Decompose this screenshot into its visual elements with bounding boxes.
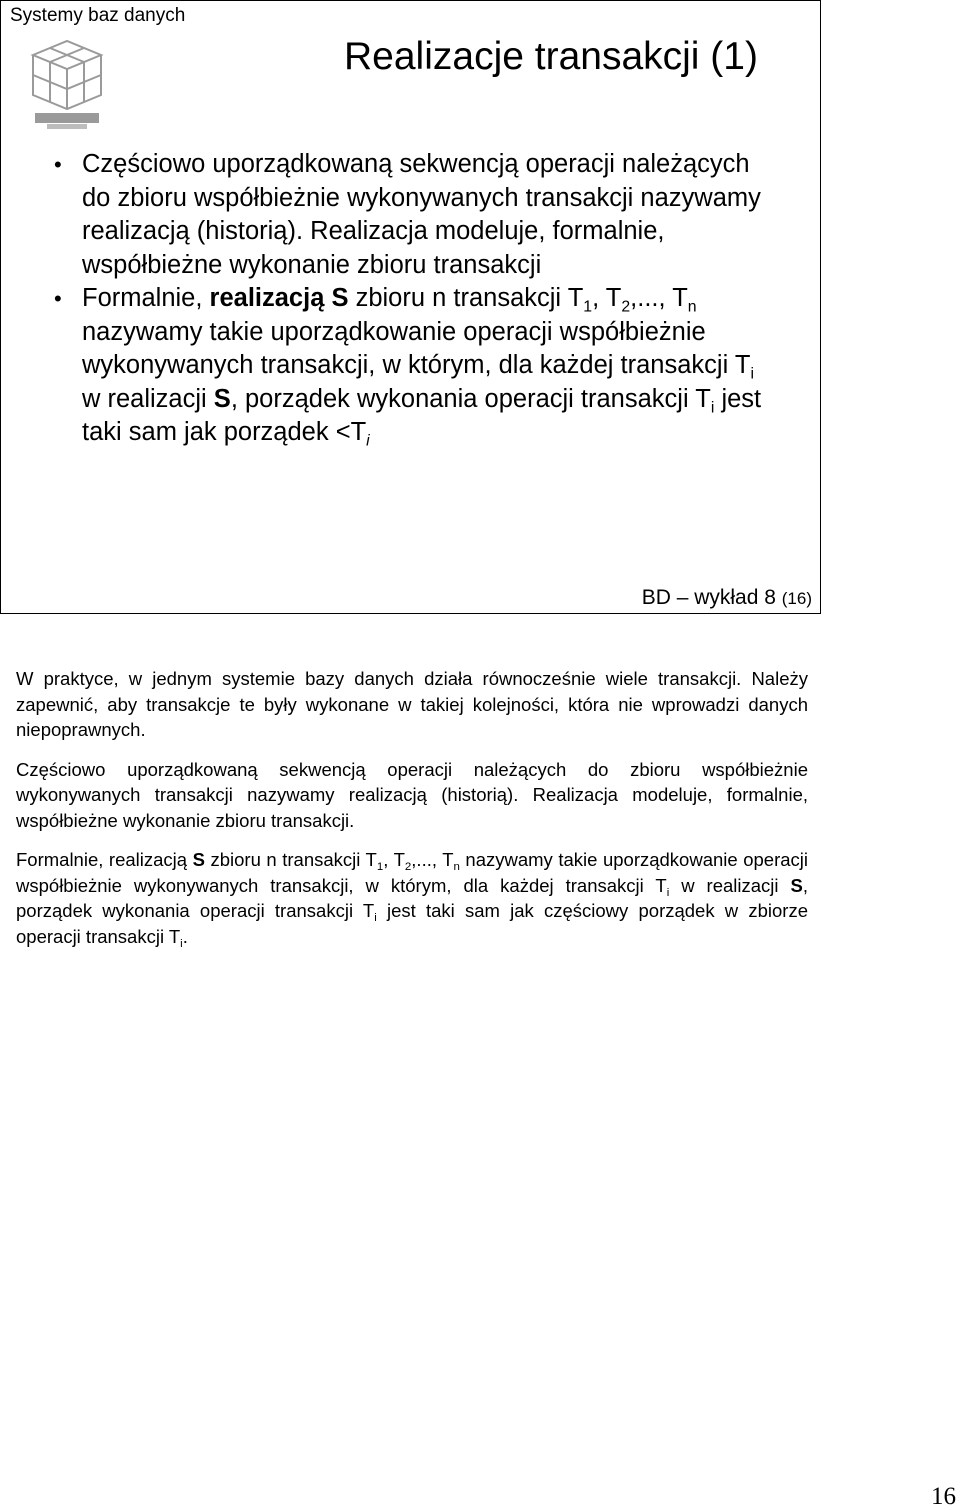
bullet-item: • Częściowo uporządkowaną sekwencją operacji należących do zbioru współbieżnie wykonywanych transakcji nazywamy realizacją (historią). Realizacja modeluje, formalnie, współbieżne wykonanie zbioru transakcji	[54, 148, 774, 282]
bullet-item: • Formalnie, realizacją S zbioru n transakcji $T_1$, $T_2$,..., $T_n$ nazywamy takie uporządkowanie operacji współbieżnie wykonywanych transakcji, w którym, dla każdej transakcji $T_i$ w realizacji S, porządek wykonania operacji transakcji $T_i$ jest taki sam jak porządek $<T_i$	[54, 282, 774, 450]
notes-paragraph: Częściowo uporządkowaną sekwencją operacji należących do zbioru współbieżnie wykonywanych transakcji nazywamy realizacją (historią). Realizacja modeluje, formalnie, współbieżne wykonanie zbioru transakcji.	[16, 758, 808, 831]
slide-title: Realizacje transakcji (1)	[344, 35, 758, 78]
bullet-list	[54, 148, 774, 450]
slide-footer: BD – wykład 8 (16)	[641, 586, 812, 609]
course-name: Systemy baz danych	[10, 5, 186, 26]
notes-paragraph: Formalnie, realizacją S zbioru n transakcji $T_1$, $T_2$,..., $T_n$ nazywamy takie uporządkowanie operacji współbieżnie wykonywanych transakcji, w którym, dla każdej transakcji $T_i$ w realizacji S, porządek wykonania operacji transakcji $T_i$ jest taki sam jak częściowy porządek w zbiorze operacji transakcji $T_i$.	[16, 849, 809, 950]
lecture-notes	[16, 666, 808, 963]
notes-paragraph: W praktyce, w jednym systemie bazy danych działa równocześnie wiele transakcji. Należy zapewnić, aby transakcje te były wykonane w takiej kolejności, która nie wprowadzi danych niepoprawnych.	[16, 668, 808, 740]
uczelnia-online-logo	[23, 35, 111, 131]
slide	[0, 0, 821, 614]
page-number: 16	[931, 1483, 956, 1510]
